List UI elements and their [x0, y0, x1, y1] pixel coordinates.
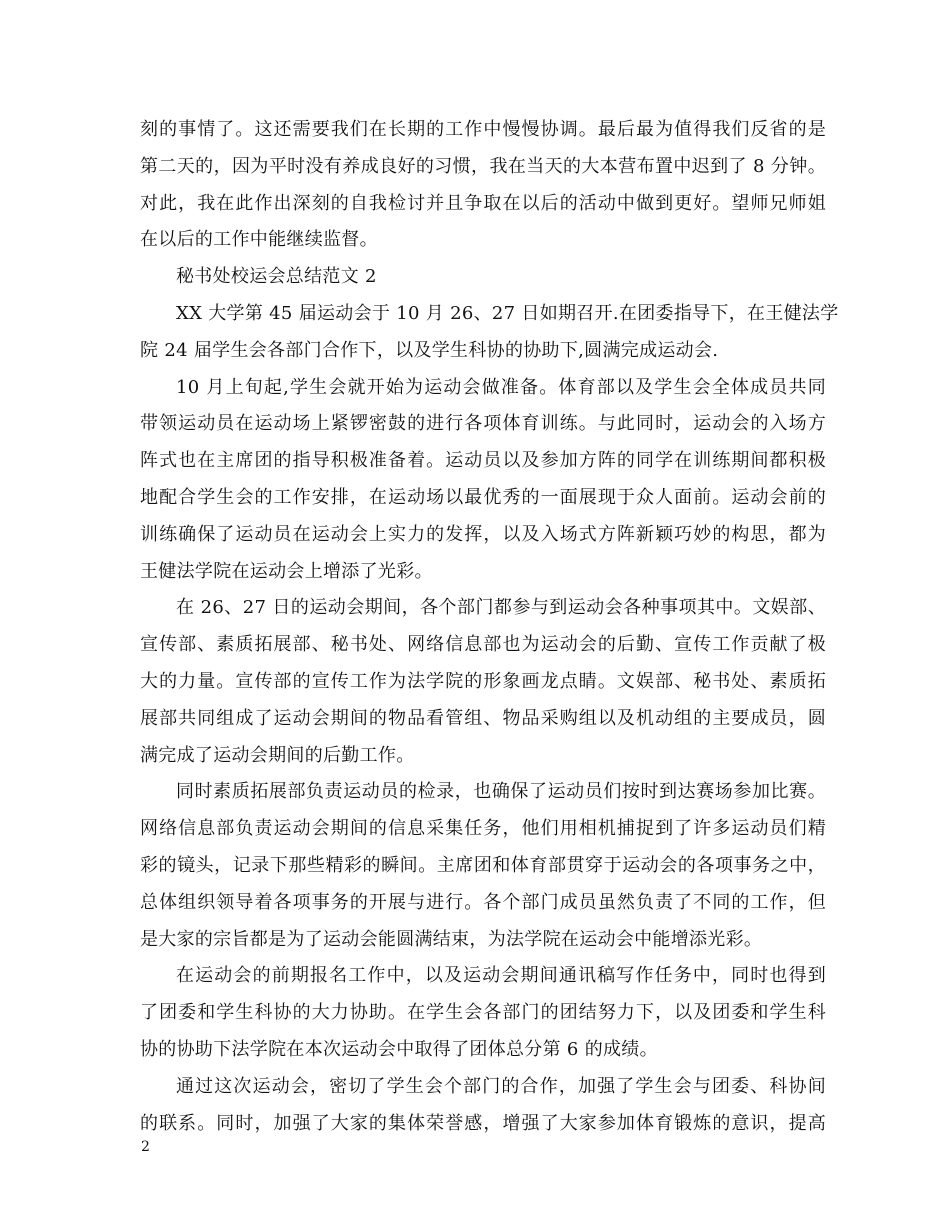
text-line: 满完成了运动会期间的后勤工作。: [140, 744, 415, 766]
text-line: 了团委和学生科协的大力协助。在学生会各部门的团结努力下，以及团委和学生科: [140, 1002, 826, 1024]
text-line: 训练确保了运动员在运动会上实力的发挥，以及入场式方阵新颖巧妙的构思，都为: [140, 523, 826, 545]
text-line: 总体组织领导着各项事务的开展与进行。各个部门成员虽然负责了不同的工作，但: [140, 891, 826, 913]
text-line: 带领运动员在运动场上紧锣密鼓的进行各项体育训练。与此同时，运动会的入场方: [140, 413, 826, 435]
text-line: XX 大学第 45 届运动会于 10 月 26、27 日如期召开.在团委指导下，在王健法学: [176, 302, 839, 324]
text-line: 协的协助下法学院在本次运动会中取得了团体总分第 6 的成绩。: [140, 1038, 658, 1060]
text-line: 地配合学生会的工作安排，在运动场以最优秀的一面展现于众人面前。运动会前的: [140, 486, 826, 508]
text-line: 刻的事情了。这还需要我们在长期的工作中慢慢协调。最后最为值得我们反省的是: [140, 119, 826, 140]
text-line: 的联系。同时，加强了大家的集体荣誉感，增强了大家参加体育锻炼的意识，提高: [140, 1112, 826, 1134]
text-line: 院 24 届学生会各部门合作下，以及学生科协的协助下,圆满完成运动会.: [140, 339, 719, 361]
text-line: 展部共同组成了运动会期间的物品看管组、物品采购组以及机动组的主要成员，圆: [140, 707, 826, 729]
text-line: 第二天的，因为平时没有养成良好的习惯，我在当天的大本营布置中迟到了 8 分钟。: [140, 155, 826, 177]
text-line: 在以后的工作中能继续监督。: [140, 229, 378, 251]
page-number: 2: [141, 1139, 150, 1155]
text-line: 彩的镜头，记录下那些精彩的瞬间。主席团和体育部贯穿于运动会的各项事务之中，: [140, 854, 826, 876]
text-line: 王健法学院在运动会上增添了光彩。: [140, 560, 433, 582]
text-line: 宣传部、素质拓展部、秘书处、网络信息部也为运动会的后勤、宣传工作贡献了极: [140, 634, 826, 656]
text-line: 是大家的宗旨都是为了运动会能圆满结束，为法学院在运动会中能增添光彩。: [140, 928, 763, 950]
text-line: 10 月上旬起,学生会就开始为运动会做准备。体育部以及学生会全体成员共同: [176, 376, 826, 398]
text-line: 在 26、27 日的运动会期间，各个部门都参与到运动会各种事项其中。文娱部、: [176, 597, 826, 619]
text-line: 网络信息部负责运动会期间的信息采集任务，他们用相机捕捉到了许多运动员们精: [140, 818, 826, 840]
text-line: 通过这次运动会，密切了学生会个部门的合作，加强了学生会与团委、科协间: [176, 1075, 826, 1097]
document-body: [140, 112, 839, 1142]
text-line: 大的力量。宣传部的宣传工作为法学院的形象画龙点睛。文娱部、秘书处、素质拓: [140, 670, 826, 692]
text-line: 同时素质拓展部负责运动员的检录，也确保了运动员们按时到达赛场参加比赛。: [176, 781, 826, 803]
text-line: 对此，我在此作出深刻的自我检讨并且争取在以后的活动中做到更好。望师兄师姐: [140, 192, 826, 214]
text-line: 在运动会的前期报名工作中，以及运动会期间通讯稿写作任务中，同时也得到: [176, 965, 826, 987]
section-heading: 秘书处校运会总结范文 2: [176, 266, 377, 288]
text-line: 阵式也在主席团的指导积极准备着。运动员以及参加方阵的同学在训练期间都积极: [140, 450, 826, 472]
